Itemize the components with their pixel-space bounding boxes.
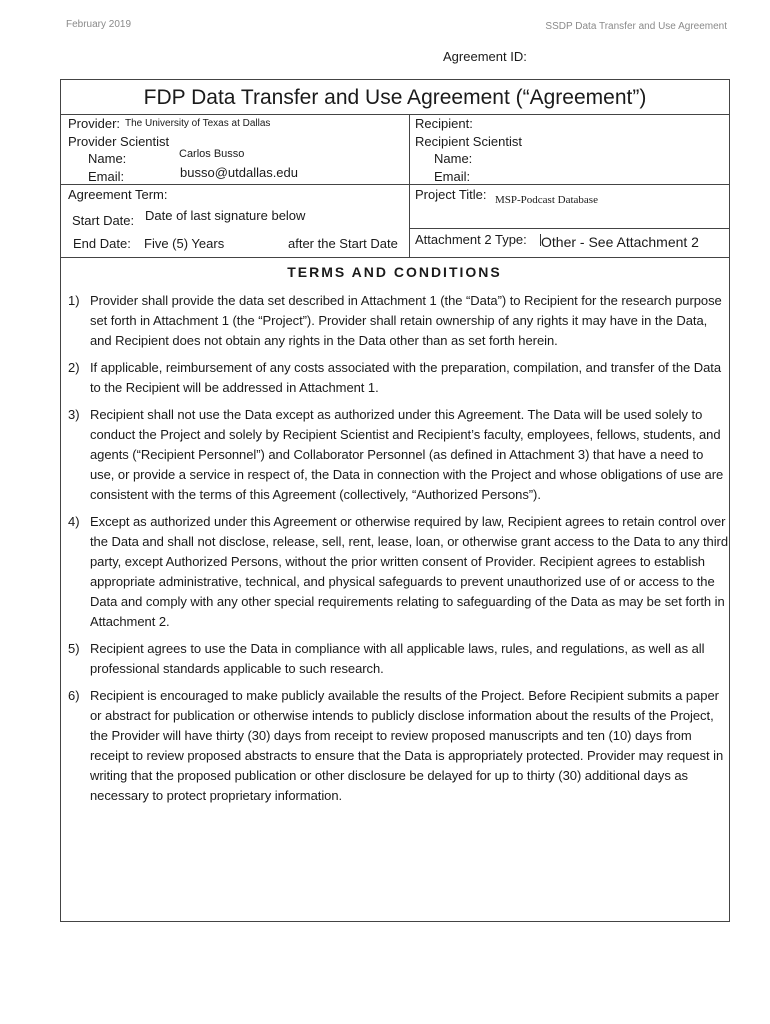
- clause-number: 2): [68, 360, 80, 375]
- clause-item: [68, 405, 728, 505]
- terms-heading: TERMS AND CONDITIONS: [287, 264, 502, 280]
- attachment2-select[interactable]: Other - See Attachment 2: [541, 234, 699, 250]
- clause-text: Provider shall provide the data set described in Attachment 1 (the “Data”) to Recipient for the research purpose set forth in Attachment 1 (the “Project”). Provider shall retain ownership of any rights it may have in the Data, and Recipient does not obtain any rights in the Data other than as set forth herein.: [90, 293, 722, 348]
- agreement-id-label: Agreement ID:: [443, 49, 527, 64]
- page-title: FDP Data Transfer and Use Agreement (“Agreement”): [143, 86, 647, 109]
- row-divider: [60, 184, 729, 185]
- start-date-label: Start Date:: [72, 213, 135, 228]
- clause-number: 3): [68, 407, 80, 422]
- provider-email-value[interactable]: busso@utdallas.edu: [180, 165, 298, 180]
- clause-text: Recipient is encouraged to make publicly available the results of the Project. Before Recipient submits a paper or abstract for publication or otherwise intends to publicly disclose information about the results of the Project, the Provider will have thirty (30) days from receipt to review proposed manuscripts and ten (10) days from receipt to review proposed abstracts to ensure that the Data is appropriately protected. Provider may request in writing that the proposed publication or other disclosure be delayed for up to thirty (30) additional days as necessary to protect proprietary information.: [90, 688, 724, 803]
- end-date-suffix: after the Start Date: [288, 236, 398, 251]
- clause-number: 4): [68, 514, 80, 529]
- clause-text: Recipient agrees to use the Data in compliance with all applicable laws, rules, and regulations, as well as all professional standards applicable to such research.: [90, 641, 705, 676]
- end-date-value[interactable]: Five (5) Years: [144, 236, 225, 251]
- clause-text: Except as authorized under this Agreement or otherwise required by law, Recipient agrees to retain control over the Data and shall not disclose, release, sell, rent, lease, loan, or otherwise grant access to the Data to any third party, except Authorized Persons, without the prior written consent of Provider. Recipient agrees to establish appropriate administrative, technical, and physical safeguards to prevent unauthorized use of or access to the Data and comply with any other special requirements relating to safeguarding of the Data as may be set forth in Attachment 2.: [90, 514, 729, 629]
- provider-label: Provider:: [68, 116, 121, 131]
- clause-number: 6): [68, 688, 80, 703]
- agreement-term-label: Agreement Term:: [68, 187, 168, 202]
- clause-number: 5): [68, 641, 80, 656]
- clause-text: If applicable, reimbursement of any costs associated with the preparation, compilation, and transfer of the Data to the Recipient will be addressed in Attachment 1.: [90, 360, 722, 395]
- title-divider: [60, 114, 729, 115]
- recipient-scientist-label: Recipient Scientist: [415, 134, 522, 149]
- clause-item: [68, 291, 728, 351]
- project-divider: [409, 228, 729, 229]
- recipient-label: Recipient:: [415, 116, 473, 131]
- clause-item: [68, 512, 728, 632]
- provider-email-label: Email:: [88, 169, 125, 184]
- clause-item: [68, 358, 728, 398]
- clause-item: [68, 639, 728, 679]
- end-date-label: End Date:: [73, 236, 131, 251]
- terms-divider: [60, 257, 729, 258]
- attachment2-label: Attachment 2 Type:: [415, 232, 527, 247]
- column-divider: [409, 114, 410, 257]
- provider-name-label: Name:: [88, 151, 127, 166]
- provider-name-value[interactable]: Carlos Busso: [179, 148, 245, 160]
- clause-item: [68, 686, 728, 806]
- header-doc-name: SSDP Data Transfer and Use Agreement: [545, 21, 727, 32]
- provider-scientist-label: Provider Scientist: [68, 134, 170, 149]
- header-date: February 2019: [66, 19, 132, 30]
- clauses-list: [68, 291, 728, 813]
- start-date-value[interactable]: Date of last signature below: [145, 208, 306, 223]
- project-title-label: Project Title:: [415, 187, 487, 202]
- project-title-value[interactable]: MSP-Podcast Database: [495, 194, 598, 206]
- clause-number: 1): [68, 293, 80, 308]
- clause-text: Recipient shall not use the Data except as authorized under this Agreement. The Data will be used solely to conduct the Project and solely by Recipient Scientist and Recipient’s faculty, employees, fellows, students, and agents (“Recipient Personnel”) and Collaborator Personnel (as defined in Attachment 3) that have a need to use, or provide a service in respect of, the Data in connection with the Project and whose obligations of use are consistent with the terms of this Agreement (collectively, “Authorized Persons”).: [90, 407, 724, 502]
- recipient-name-label: Name:: [434, 151, 473, 166]
- recipient-email-label: Email:: [434, 169, 471, 184]
- provider-value[interactable]: The University of Texas at Dallas: [125, 118, 271, 129]
